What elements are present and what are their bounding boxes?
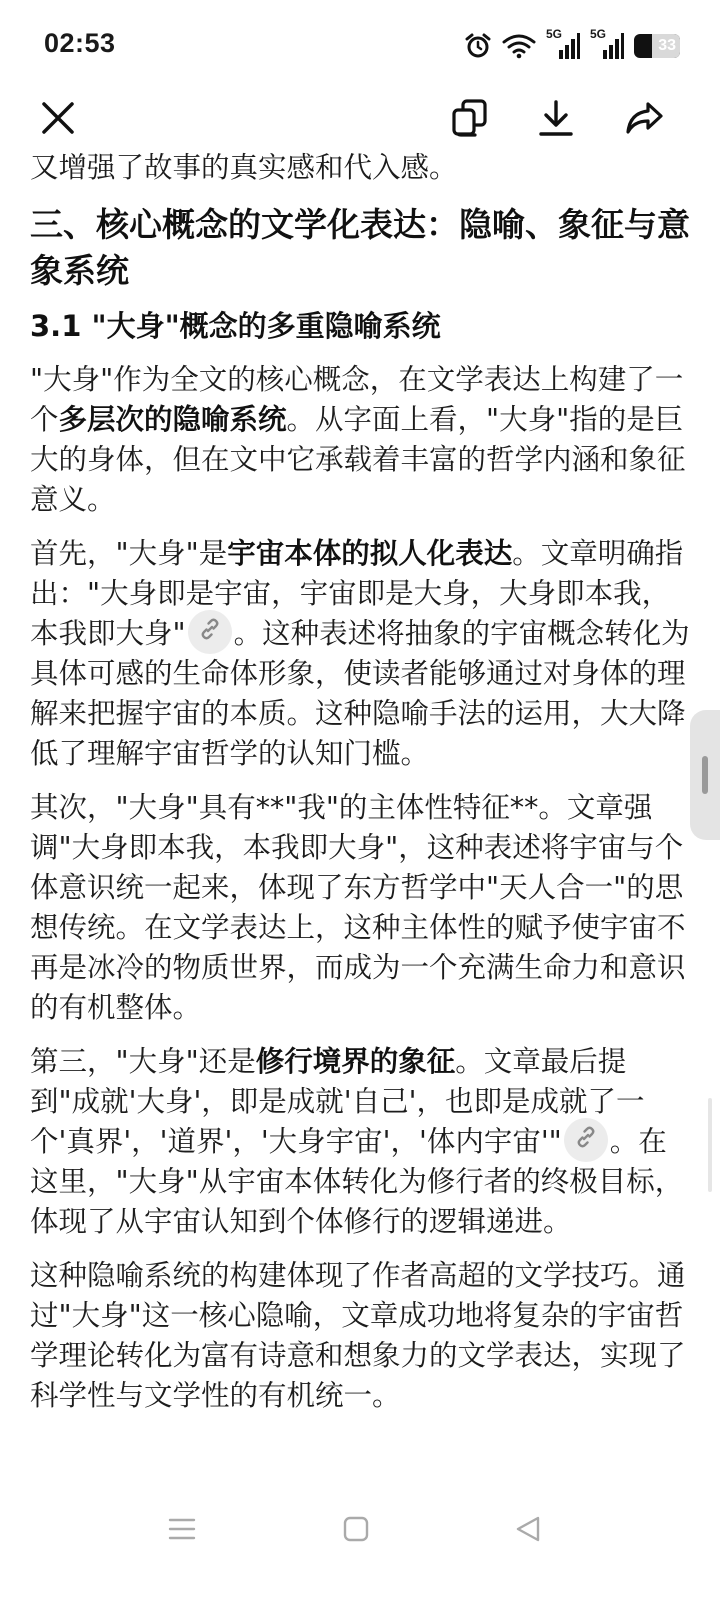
close-icon (41, 101, 75, 139)
link-icon (198, 612, 222, 652)
bold-text: 宇宙本体的拟人化表达 (227, 537, 513, 570)
citation-link-button[interactable] (188, 610, 232, 654)
back-icon (514, 1515, 542, 1547)
home-button[interactable] (326, 1506, 386, 1556)
link-icon (574, 1120, 598, 1160)
top-toolbar (0, 92, 720, 156)
copy-button[interactable] (442, 92, 498, 148)
bold-text: 多层次的隐喻系统 (58, 403, 287, 436)
text: 。文章明确指出："大身即是宇宙，宇宙即是大身，大身即本我，本我即大身" (30, 537, 684, 650)
content-fade (0, 1448, 720, 1488)
alarm-icon (464, 32, 492, 60)
share-button[interactable] (616, 92, 672, 148)
paragraph-5: 这种隐喻系统的构建体现了作者高超的文学技巧。通过"大身"这一核心隐喻，文章成功地将复杂的宇宙哲学理论转化为富有诗意和想象力的文学表达，实现了科学性与文学性的有机统一。 (30, 1259, 686, 1412)
citation-link-button[interactable] (564, 1118, 608, 1162)
status-time: 02:53 (44, 28, 116, 58)
menu-icon (168, 1517, 196, 1545)
text: 。文章最后提到"成就'大身'，即是成就'自己'，也即是成就了一个'真界'，'道界'，'大身宇宙'，'体内宇宙'" (30, 1045, 645, 1158)
handle-grip (702, 756, 708, 794)
section-heading: 三、核心概念的文学化表达：隐喻、象征与意象系统 (30, 205, 690, 290)
battery-level: 33 (658, 37, 676, 54)
recent-apps-button[interactable] (152, 1506, 212, 1556)
bold-text: 修行境界的象征 (255, 1045, 456, 1078)
scrollbar[interactable] (708, 1098, 712, 1192)
status-bar (0, 0, 720, 92)
paragraph-3: 其次，"大身"具有**"我"的主体性特征**。文章强调"大身即本我，本我即大身"，这种表述将宇宙与个体意识统一起来，体现了东方哲学中"天人合一"的思想传统。在文学表达上，这种主体性的赋予使宇宙不再是冰冷的物质世界，而成为一个充满生命力和意识的有机整体。 (30, 791, 686, 1024)
paragraph-1 (30, 360, 690, 520)
text: 首先，"大身"是 (30, 537, 228, 570)
battery-icon (634, 34, 680, 58)
system-nav-bar (0, 1488, 720, 1608)
side-panel-handle[interactable] (690, 710, 720, 840)
paragraph-2 (30, 534, 690, 774)
home-icon (342, 1515, 370, 1547)
signal-5g-icon (590, 27, 624, 61)
network-label: 5G (590, 27, 607, 41)
intro-line: 又增强了故事的真实感和代入感。 (30, 151, 458, 184)
text: 。从字面上看，"大身"指的是巨大的身体，但在文中它承载着丰富的哲学内涵和象征意义。 (30, 403, 686, 516)
download-button[interactable] (528, 92, 584, 148)
network-label: 5G (546, 27, 563, 41)
text: 。这种表述将抽象的宇宙概念转化为具体可感的生命体形象，使读者能够通过对身体的理解来把握宇宙的本质。这种隐喻手法的运用，大大降低了理解宇宙哲学的认知门槛。 (30, 617, 690, 770)
status-icons (464, 27, 680, 62)
close-button[interactable] (30, 92, 86, 148)
subsection-heading: 3.1 "大身"概念的多重隐喻系统 (30, 309, 441, 343)
download-icon (538, 99, 574, 141)
signal-5g-icon (546, 27, 580, 61)
text: "大身"作为全文的核心概念，在文学表达上构建了一个 (30, 363, 684, 436)
back-button[interactable] (498, 1506, 558, 1556)
copy-icon (452, 99, 488, 141)
paragraph-4 (30, 1042, 690, 1242)
share-icon (624, 100, 664, 140)
text: 。在这里，"大身"从宇宙本体转化为修行者的终极目标，体现了从宇宙认知到个体修行的逻辑递进。 (30, 1125, 684, 1238)
text: 第三，"大身"还是 (30, 1045, 256, 1078)
wifi-icon (502, 33, 536, 59)
article-content (30, 148, 690, 1488)
